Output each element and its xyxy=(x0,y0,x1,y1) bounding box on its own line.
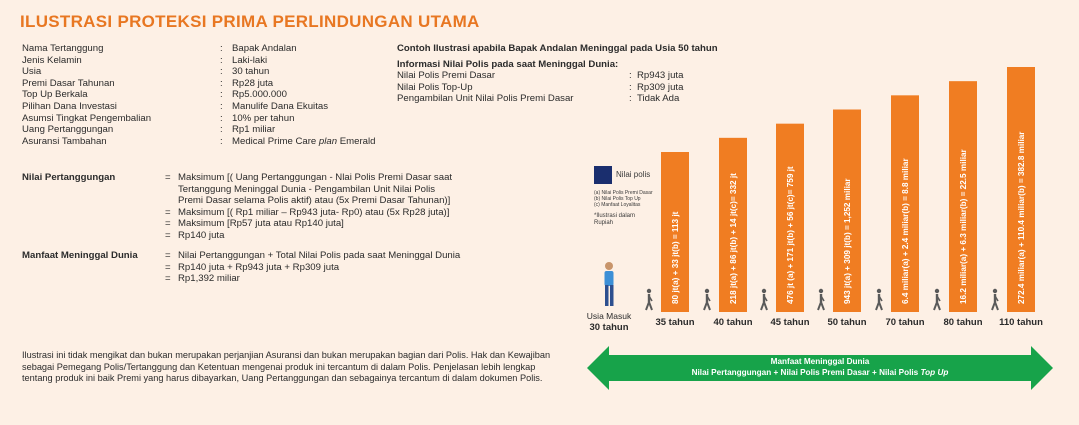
info-label: Uang Pertanggungan xyxy=(22,124,114,136)
info-label: Top Up Berkala xyxy=(22,89,88,101)
bar-value-label: 272.4 miliar(a) + 110.4 miliar(b) = 382.8 miliar xyxy=(1017,131,1026,304)
legend-swatch xyxy=(594,166,612,184)
age-tick-label: 110 tahun xyxy=(999,317,1043,328)
example-value: Rp309 juta xyxy=(637,81,684,93)
chart-legend xyxy=(594,166,653,228)
colon: : xyxy=(220,100,223,112)
colon: : xyxy=(220,43,223,54)
formula-text: Maksimum [( Uang Pertanggungan - Nlai Polis Premi Dasar saat xyxy=(178,172,453,183)
equals-sign: = xyxy=(165,250,171,261)
colon: : xyxy=(629,93,632,105)
info-value: Medical Prime Care plan Emerald xyxy=(232,135,376,147)
walking-person-icon xyxy=(646,289,652,310)
equals-sign: = xyxy=(165,218,171,230)
arrow-title: Manfaat Meninggal Dunia xyxy=(770,357,870,366)
legend-item: (a) Nilai Polis Premi Dasar xyxy=(594,190,653,196)
equals-sign: = xyxy=(165,261,171,273)
formula-text: Rp140 juta xyxy=(178,229,225,241)
bar-value-label: 80 jt(a) + 33 jt(b) = 113 jt xyxy=(671,211,680,304)
info-label: Usia xyxy=(22,66,42,78)
example-label: Pengambilan Unit Nilai Polis Premi Dasar xyxy=(397,93,574,105)
example-label: Nilai Polis Premi Dasar xyxy=(397,70,496,82)
page-title: ILUSTRASI PROTEKSI PRIMA PERLINDUNGAN UTAMA xyxy=(20,12,480,31)
legend-item: (b) Nilai Polis Top Up xyxy=(594,196,641,203)
walking-person-icon xyxy=(704,289,710,310)
formula-label: Manfaat Meninggal Dunia xyxy=(22,250,138,261)
colon: : xyxy=(629,81,632,93)
colon: : xyxy=(220,66,223,78)
equals-sign: = xyxy=(165,229,171,241)
example-value: Tidak Ada xyxy=(637,93,680,105)
example-subheading: Informasi Nilai Polis pada saat Meninggal Dunia: xyxy=(397,58,619,70)
formula-text: Tertanggung Meninggal Dunia - Pengambilan Unit Nilai Polis xyxy=(178,183,436,195)
colon: : xyxy=(629,70,632,82)
bar-value-label: 476 jt (a) + 171 jt(b) + 56 jt(c)= 759 jt xyxy=(786,166,795,304)
info-label: Asumsi Tingkat Pengembalian xyxy=(22,112,152,124)
info-label: Pilihan Dana Investasi xyxy=(22,100,117,112)
age-tick-label: 40 tahun xyxy=(713,317,753,328)
walking-person-icon xyxy=(934,289,940,310)
bar-value-label: 16.2 miliar(a) + 6.3 miliar(b) = 22.5 miliar xyxy=(959,149,968,304)
legend-item: (c) Manfaat Loyalitas xyxy=(594,202,641,209)
legend-title: Nilai polis xyxy=(616,169,651,179)
example-value: Rp943 juta xyxy=(637,70,684,82)
info-value: Rp1 miliar xyxy=(232,124,276,136)
equals-sign: = xyxy=(165,206,171,218)
colon: : xyxy=(220,54,223,66)
info-label: Asuransi Tambahan xyxy=(22,135,107,147)
age-tick-label: 35 tahun xyxy=(655,317,695,328)
colon: : xyxy=(220,112,223,124)
bar-value-label: 943 jt(a) + 309 jt(b) = 1,252 miliar xyxy=(843,178,852,304)
colon: : xyxy=(220,124,223,136)
example-heading: Contoh Ilustrasi apabila Bapak Andalan Meninggal pada Usia 50 tahun xyxy=(397,43,718,54)
example-label: Nilai Polis Top-Up xyxy=(397,81,473,93)
info-value: Bapak Andalan xyxy=(232,43,297,54)
info-value: 10% per tahun xyxy=(232,112,295,124)
legend-note: *Ilustrasi dalam xyxy=(594,212,636,219)
info-value: Rp28 juta xyxy=(232,77,274,89)
bar-value-label: 218 jt(a) + 86 jt(b) + 14 jt(c)= 332 jt xyxy=(729,173,738,304)
walking-person-icon xyxy=(876,289,882,310)
formula-text: Rp140 juta + Rp943 juta + Rp309 juta xyxy=(178,261,340,273)
arrow-formula: Nilai Pertanggungan + Nilai Polis Premi Dasar + Nilai Polis Top Up xyxy=(691,368,949,377)
info-label: Jenis Kelamin xyxy=(22,54,82,66)
colon: : xyxy=(220,77,223,89)
entry-age-value: 30 tahun xyxy=(589,322,629,333)
formula-text: Premi Dasar selama Polis aktif) atau (5x Premi Dasar Tahunan)] xyxy=(178,195,451,207)
disclaimer-text: Ilustrasi ini tidak mengikat dan bukan merupakan perjanjian Asuransi dan bukan merupakan bagian dari Polis. Hak dan Kewajiban sebagai Pemegang Polis/Tertanggung dan Ketentuan mengenai produk ini tercantum di dalam Polis. Penjelasan lebih lengkap tentang produk ini baik Premi yang harus dibayarkan, Uang Pertanggungan dan sebagainya tercantum di dalam dokumen Polis. xyxy=(22,350,551,384)
equals-sign: = xyxy=(165,273,171,285)
info-value: 30 tahun xyxy=(232,66,270,78)
walking-person-icon xyxy=(992,289,998,310)
age-tick-label: 45 tahun xyxy=(770,317,810,328)
legend-note: Rupiah xyxy=(594,220,614,227)
info-value: Laki-laki xyxy=(232,54,268,66)
benefit-arrow xyxy=(587,346,1053,390)
walking-person-icon xyxy=(818,289,824,310)
info-value: Manulife Dana Ekuitas xyxy=(232,100,328,112)
formula-text: Rp1,392 miliar xyxy=(178,273,240,285)
info-label: Premi Dasar Tahunan xyxy=(22,77,115,89)
formula-text: Nilai Pertanggungan + Total Nilai Polis pada saat Meninggal Dunia xyxy=(178,250,461,261)
walking-person-icon xyxy=(761,289,767,310)
info-value: Rp5.000.000 xyxy=(232,89,287,101)
person-icon xyxy=(605,262,614,306)
colon: : xyxy=(220,135,223,147)
age-tick-label: 70 tahun xyxy=(885,317,925,328)
formula-label: Nilai Pertanggungan xyxy=(22,172,116,183)
colon: : xyxy=(220,89,223,101)
age-tick-label: 80 tahun xyxy=(943,317,983,328)
info-label: Nama Tertanggung xyxy=(22,43,104,54)
equals-sign: = xyxy=(165,172,171,183)
bar-value-label: 6.4 miliar(a) + 2.4 miliar(b) = 8.8 miliar xyxy=(901,158,910,304)
formula-text: Maksimum [( Rp1 miliar – Rp943 juta- Rp0) atau (5x Rp28 juta)] xyxy=(178,206,450,218)
age-tick-label: 50 tahun xyxy=(827,317,867,328)
entry-age-label: Usia Masuk xyxy=(586,311,632,321)
formula-text: Maksimum [Rp57 juta atau Rp140 juta] xyxy=(178,218,344,230)
